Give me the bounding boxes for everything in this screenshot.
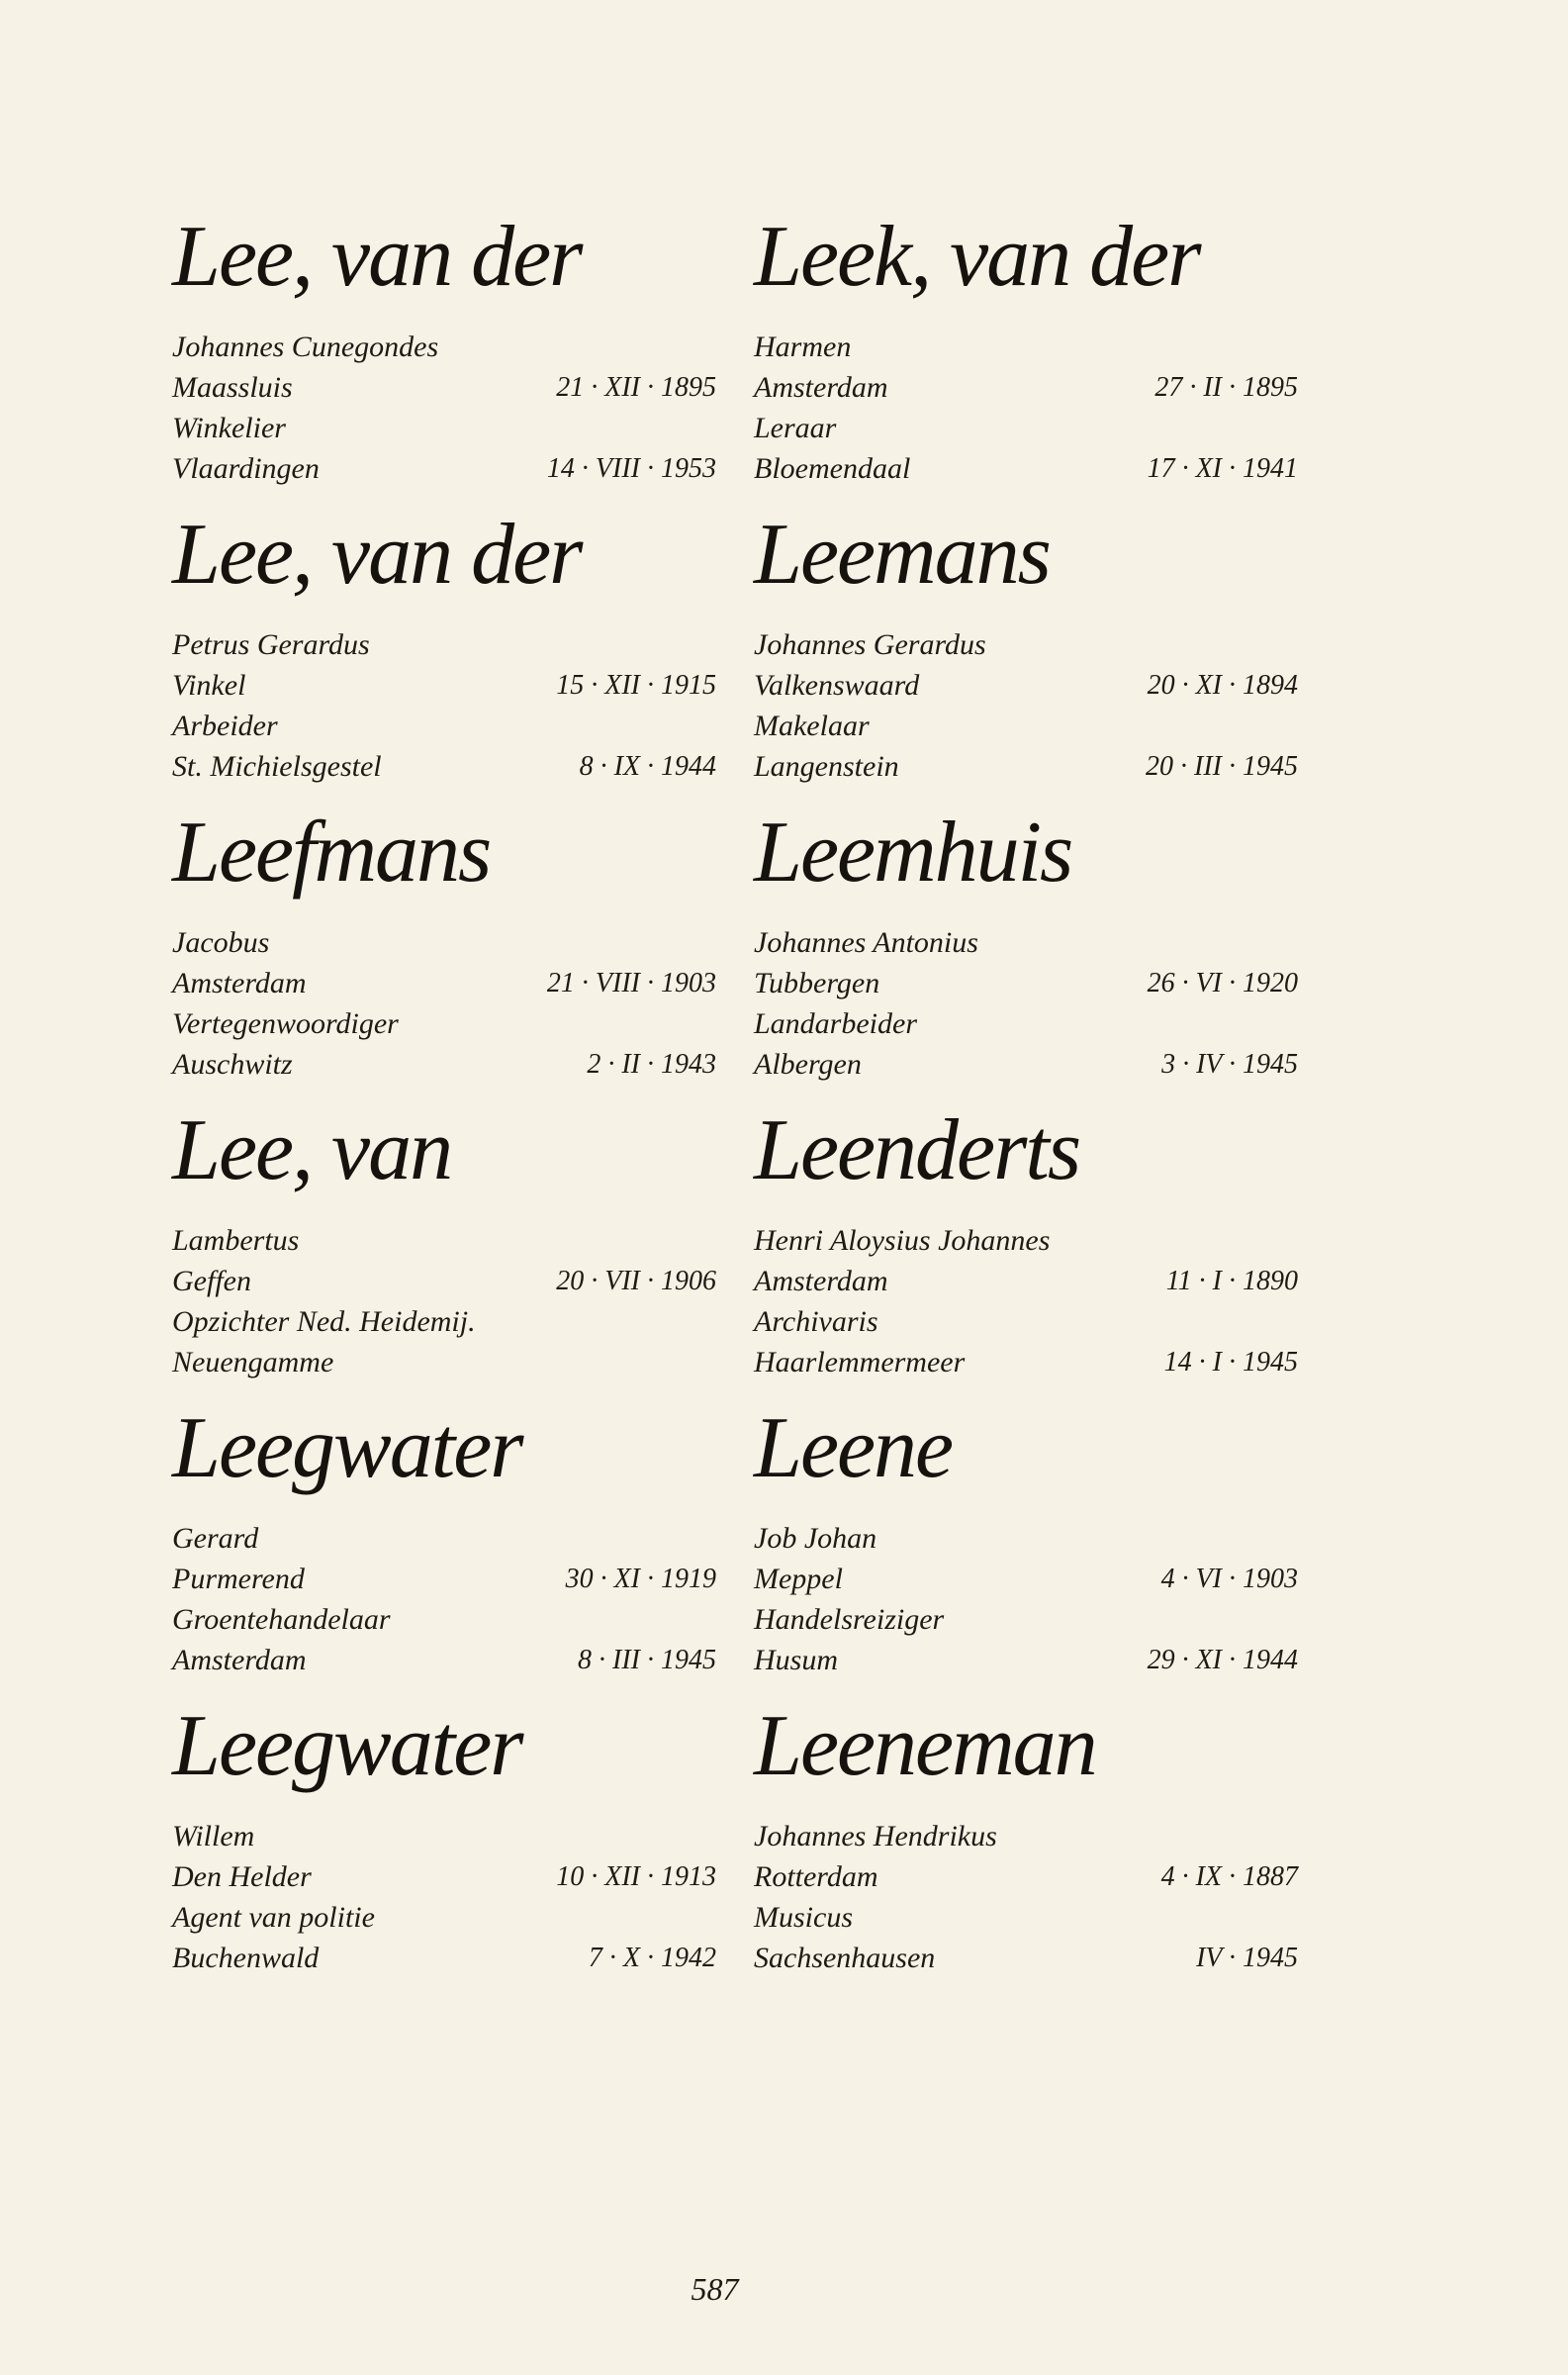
surname-heading: Leenderts <box>754 1102 1080 1198</box>
memorial-entry <box>754 1692 1298 1989</box>
surname-heading: Lee, van der <box>172 209 582 305</box>
surname-heading: Leegwater <box>172 1698 522 1794</box>
surname-heading: Lee, van <box>172 1102 452 1198</box>
entry-line <box>754 922 1298 963</box>
occupation-text: Groentehandelaar <box>172 1603 391 1636</box>
deathdate-text: 17 · XI · 1941 <box>1147 453 1298 484</box>
deathplace-text: Sachsenhausen <box>754 1942 936 1974</box>
surname-heading: Leene <box>754 1400 953 1496</box>
entry-line <box>754 1938 1298 1978</box>
entry-line <box>172 408 716 448</box>
entry-line <box>754 408 1298 448</box>
surname-heading: Leemhuis <box>754 805 1072 901</box>
given-text: Petrus Gerardus <box>172 628 370 661</box>
memorial-entry <box>754 1096 1298 1393</box>
entry-line <box>172 327 716 367</box>
birthdate-text: 21 · VIII · 1903 <box>546 968 716 998</box>
memorial-entry <box>172 501 716 798</box>
deathplace-text: Amsterdam <box>172 1644 307 1676</box>
entry-line <box>754 1599 1298 1640</box>
given-text: Harmen <box>754 331 852 363</box>
entry-line <box>754 665 1298 706</box>
page-number: 587 <box>691 2271 739 2307</box>
entry-line <box>754 624 1298 665</box>
occupation-text: Winkelier <box>172 412 286 444</box>
entry-line <box>754 1559 1298 1599</box>
entry-line <box>172 1938 716 1978</box>
surname-heading: Lee, van der <box>172 507 582 603</box>
given-text: Job Johan <box>754 1522 877 1555</box>
occupation-text: Handelsreiziger <box>754 1603 945 1636</box>
entry-line <box>754 746 1298 787</box>
deathplace-text: Langenstein <box>754 750 899 783</box>
entry-line <box>172 963 716 1003</box>
entry-line <box>172 1640 716 1680</box>
entry-line <box>172 1816 716 1856</box>
entry-line <box>754 448 1298 489</box>
birthdate-text: 27 · II · 1895 <box>1154 372 1298 403</box>
page-number-container <box>0 2271 1568 2308</box>
given-text: Johannes Antonius <box>754 926 978 959</box>
birthplace-text: Tubbergen <box>754 967 880 999</box>
entry-line <box>754 367 1298 408</box>
entry-line <box>172 1559 716 1599</box>
entry-line <box>172 1897 716 1938</box>
entry-line <box>172 1261 716 1301</box>
entry-line <box>172 1599 716 1640</box>
birthdate-text: 20 · XI · 1894 <box>1147 670 1298 701</box>
deathplace-text: Albergen <box>754 1048 862 1081</box>
memorial-entry <box>172 1394 716 1691</box>
occupation-text: Musicus <box>754 1901 853 1934</box>
deathplace-text: Husum <box>754 1644 839 1676</box>
entry-line <box>754 1261 1298 1301</box>
occupation-text: Arbeider <box>172 710 278 742</box>
entry-line <box>172 1220 716 1261</box>
given-text: Willem <box>172 1820 255 1852</box>
deathdate-text: 14 · I · 1945 <box>1163 1347 1298 1378</box>
entry-line <box>172 706 716 746</box>
occupation-text: Vertegenwoordiger <box>172 1007 399 1040</box>
entry-line <box>754 1003 1298 1044</box>
deathplace-text: Bloemendaal <box>754 452 911 485</box>
deathplace-text: Auschwitz <box>172 1048 293 1081</box>
memorial-entry <box>172 799 716 1095</box>
occupation-text: Archivaris <box>754 1305 878 1338</box>
entry-line <box>754 1220 1298 1261</box>
entry-line <box>172 1856 716 1897</box>
entry-line <box>754 1816 1298 1856</box>
entry-line <box>754 706 1298 746</box>
memorial-entry <box>754 203 1298 500</box>
entry-line <box>754 1044 1298 1085</box>
birthdate-text: 15 · XII · 1915 <box>556 670 716 701</box>
surname-heading: Leek, van der <box>754 209 1200 305</box>
deathplace-text: Neuengamme <box>172 1346 334 1378</box>
deathdate-text: 7 · X · 1942 <box>588 1943 716 1973</box>
birthdate-text: 10 · XII · 1913 <box>556 1861 716 1892</box>
deathdate-text: 14 · VIII · 1953 <box>546 453 716 484</box>
birthplace-text: Amsterdam <box>754 1265 888 1297</box>
deathdate-text: 8 · IX · 1944 <box>579 751 716 782</box>
entry-line <box>172 665 716 706</box>
entry-line <box>172 624 716 665</box>
deathdate-text: 20 · III · 1945 <box>1146 751 1298 782</box>
birthplace-text: Vinkel <box>172 669 246 702</box>
deathplace-text: Vlaardingen <box>172 452 320 485</box>
birthdate-text: 11 · I · 1890 <box>1165 1266 1298 1296</box>
deathplace-text: Buchenwald <box>172 1942 320 1974</box>
deathdate-text: 2 · II · 1943 <box>587 1049 716 1080</box>
memorial-entry <box>172 1096 716 1393</box>
surname-heading: Leegwater <box>172 1400 522 1496</box>
birthplace-text: Amsterdam <box>172 967 307 999</box>
entry-line <box>172 746 716 787</box>
surname-heading: Leemans <box>754 507 1050 603</box>
birthplace-text: Geffen <box>172 1265 251 1297</box>
surname-heading: Leeneman <box>754 1698 1096 1794</box>
given-text: Johannes Gerardus <box>754 628 986 661</box>
memorial-entry <box>172 203 716 500</box>
given-text: Gerard <box>172 1522 259 1555</box>
birthplace-text: Meppel <box>754 1563 843 1595</box>
entry-line <box>172 1518 716 1559</box>
entry-line <box>754 963 1298 1003</box>
deathdate-text: 3 · IV · 1945 <box>1161 1049 1298 1080</box>
entry-line <box>172 367 716 408</box>
entry-line <box>754 1342 1298 1382</box>
birthdate-text: 26 · VI · 1920 <box>1147 968 1298 998</box>
entry-line <box>754 1518 1298 1559</box>
birthdate-text: 4 · VI · 1903 <box>1160 1564 1298 1594</box>
deathplace-text: St. Michielsgestel <box>172 750 382 783</box>
birthdate-text: 30 · XI · 1919 <box>565 1564 716 1594</box>
given-text: Johannes Hendrikus <box>754 1820 997 1852</box>
entry-line <box>754 1301 1298 1342</box>
deathdate-text: 29 · XI · 1944 <box>1147 1645 1298 1675</box>
entry-line <box>172 1044 716 1085</box>
memorial-entry <box>172 1692 716 1989</box>
surname-heading: Leefmans <box>172 805 491 901</box>
birthplace-text: Den Helder <box>172 1860 312 1893</box>
occupation-text: Makelaar <box>754 710 870 742</box>
entry-line <box>172 448 716 489</box>
memorial-entry <box>754 799 1298 1095</box>
birthdate-text: 21 · XII · 1895 <box>556 372 716 403</box>
entry-line <box>172 922 716 963</box>
birthdate-text: 4 · IX · 1887 <box>1160 1861 1298 1892</box>
entry-line <box>754 1897 1298 1938</box>
given-text: Johannes Cunegondes <box>172 331 439 363</box>
birthplace-text: Valkenswaard <box>754 669 920 702</box>
deathdate-text: IV · 1945 <box>1196 1943 1298 1973</box>
birthdate-text: 20 · VII · 1906 <box>556 1266 716 1296</box>
given-text: Jacobus <box>172 926 270 959</box>
memorial-entry <box>754 501 1298 798</box>
birthplace-text: Amsterdam <box>754 371 888 404</box>
entry-line <box>754 1640 1298 1680</box>
memorial-entry <box>754 1394 1298 1691</box>
occupation-text: Leraar <box>754 412 837 444</box>
birthplace-text: Purmerend <box>172 1563 305 1595</box>
deathdate-text: 8 · III · 1945 <box>578 1645 716 1675</box>
entry-line <box>754 327 1298 367</box>
birthplace-text: Rotterdam <box>754 1860 878 1893</box>
occupation-text: Agent van politie <box>172 1901 375 1934</box>
occupation-text: Landarbeider <box>754 1007 917 1040</box>
entry-line <box>172 1003 716 1044</box>
birthplace-text: Maassluis <box>172 371 293 404</box>
entry-line <box>172 1342 716 1382</box>
deathplace-text: Haarlemmermeer <box>754 1346 966 1378</box>
entry-line <box>172 1301 716 1342</box>
given-text: Lambertus <box>172 1224 300 1257</box>
entry-line <box>754 1856 1298 1897</box>
occupation-text: Opzichter Ned. Heidemij. <box>172 1305 476 1338</box>
given-text: Henri Aloysius Johannes <box>754 1224 1051 1257</box>
